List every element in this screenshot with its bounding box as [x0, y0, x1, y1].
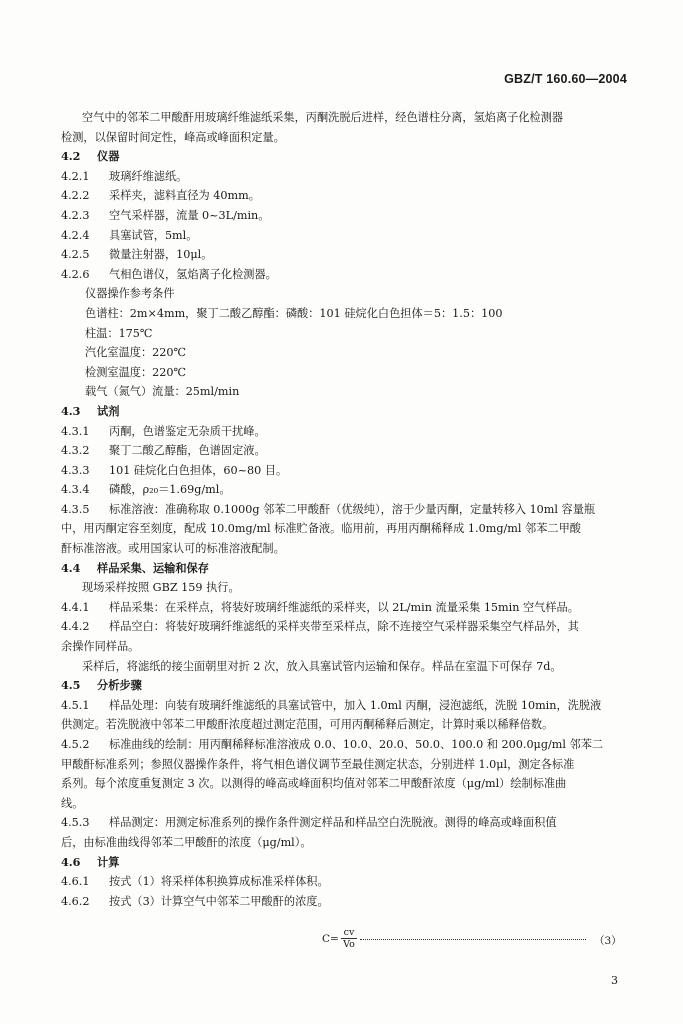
text-line [61, 598, 635, 618]
clause-number: 4.3.3 [61, 463, 90, 477]
clause-text: 色谱柱：2m×4mm，聚丁二酸乙醇酯：磷酸：101 硅烷化白色担体＝5：1.5：100 [85, 306, 503, 320]
clause-text: 中，用丙酮定容至刻度，配成 10.0mg/ml 标准贮备液。临用前，再用丙酮稀释成 1.0mg/ml 邻苯二甲酸 [61, 522, 581, 536]
text-line [61, 441, 635, 461]
clause-text: 酐标准溶液。或用国家认可的标准溶液配制。 [61, 542, 285, 556]
clause-number: 4.4 [61, 560, 81, 575]
clause-number: 4.2.6 [61, 267, 90, 281]
text-line [61, 265, 635, 285]
clause-text: 磷酸，ρ₂₀＝1.69g/ml。 [109, 483, 231, 497]
clause-number: 4.2.5 [61, 248, 90, 262]
clause-text: 101 硅烷化白色担体，60~80 目。 [109, 463, 288, 477]
clause-text: 线。 [61, 796, 84, 810]
text-line [61, 304, 635, 324]
text-line [61, 382, 635, 402]
clause-text: 样品处理：向装有玻璃纤维滤纸的具塞试管中，加入 1.0ml 丙酮，浸泡滤纸，洗脱 10min，洗脱液 [109, 698, 602, 712]
standard-header: GBZ/T 160.60—2004 [504, 72, 627, 86]
clause-text: 检测室温度：220℃ [85, 365, 186, 379]
clause-text: 采样后，将滤纸的接尘面朝里对折 2 次，放入具塞试管内运输和保存。样品在室温下可保存 7d。 [82, 659, 562, 673]
clause-text: 计算 [97, 854, 120, 869]
clause-text: 柱温：175℃ [85, 326, 153, 340]
text-line [61, 539, 635, 559]
text-line [61, 774, 635, 794]
clause-text: 分析步骤 [97, 678, 142, 693]
document-body [61, 108, 635, 911]
text-line [61, 715, 635, 735]
section-heading [61, 853, 635, 873]
clause-text: 供测定。若洗脱液中邻苯二甲酸酐浓度超过测定范围，可用丙酮稀释后测定，计算时乘以稀释倍数。 [61, 718, 554, 732]
text-line [61, 500, 635, 520]
equation-number: （3） [594, 935, 622, 947]
clause-number: 4.3 [61, 403, 81, 418]
clause-text: 甲酸酐标准系列；参照仪器操作条件，将气相色谱仪调节至最佳测定状态，分别进样 1.0μl，测定各标准 [61, 757, 575, 771]
clause-text: 采样夹，滤料直径为 40mm。 [109, 189, 260, 203]
text-line [61, 167, 635, 187]
clause-text: 仪器 [97, 149, 120, 164]
clause-number: 4.5.3 [61, 816, 90, 830]
section-heading [61, 559, 635, 579]
clause-text: 微量注射器，10μl。 [109, 248, 213, 262]
clause-text: 聚丁二酸乙醇酯，色谱固定液。 [109, 444, 266, 458]
equation-numerator: cv [343, 927, 355, 938]
equation-denominator: Vo [343, 939, 355, 950]
clause-text: 余操作同样品。 [61, 640, 140, 654]
clause-number: 4.2.3 [61, 208, 90, 222]
text-line [61, 186, 635, 206]
text-line [61, 128, 635, 148]
clause-number: 4.3.2 [61, 444, 90, 458]
clause-text: 试剂 [97, 403, 120, 418]
text-line [61, 245, 635, 265]
leader-dots [360, 939, 586, 940]
text-line [61, 226, 635, 246]
clause-text: 按式（1）将采样体积换算成标准采样体积。 [109, 875, 329, 889]
clause-text: 仪器操作参考条件 [85, 287, 175, 301]
text-line [61, 343, 635, 363]
text-line [61, 519, 635, 539]
clause-number: 4.6 [61, 854, 81, 869]
text-line [61, 422, 635, 442]
text-line [61, 813, 635, 833]
clause-text: 气相色谱仪，氢焰离子化检测器。 [109, 267, 277, 281]
text-line [61, 892, 635, 912]
section-heading [61, 402, 635, 422]
clause-text: 空气采样器，流量 0~3L/min。 [109, 208, 270, 222]
text-line [61, 833, 635, 853]
clause-number: 4.3.5 [61, 502, 90, 516]
text-line [61, 363, 635, 383]
clause-number: 4.4.1 [61, 600, 90, 614]
clause-text: 按式（3）计算空气中邻苯二甲酸酐的浓度。 [109, 894, 329, 908]
text-line [61, 872, 635, 892]
clause-text: 载气（氮气）流量：25ml/min [85, 385, 240, 399]
clause-number: 4.2 [61, 149, 81, 164]
clause-text: 空气中的邻苯二甲酸酐用玻璃纤维滤纸采集，丙酮洗脱后进样，经色谱柱分离，氢焰离子化检测器 [82, 111, 564, 124]
clause-number: 4.5.2 [61, 738, 90, 751]
clause-number: 4.6.2 [61, 894, 90, 908]
text-line [61, 617, 635, 637]
clause-text: 样品采集、运输和保存 [97, 560, 209, 575]
text-line [61, 794, 635, 814]
clause-number: 4.3.1 [61, 424, 90, 438]
page-number: 3 [611, 974, 618, 987]
clause-text: 系列。每个浓度重复测定 3 次。以测得的峰高或峰面积均值对邻苯二甲酸酐浓度（μg/ml）绘制标准曲 [61, 777, 567, 791]
equation-fraction [340, 927, 358, 950]
section-heading [61, 676, 635, 696]
clause-text: 样品空白：将装好玻璃纤维滤纸的采样夹带至采样点，除不连接空气采样器采集空气样品外，其 [109, 620, 579, 634]
clause-number: 4.6.1 [61, 875, 90, 889]
text-line [61, 461, 635, 481]
clause-text: 标准曲线的绘制：用丙酮稀释标准溶液成 0.0、10.0、20.0、50.0、100.0 和 200.0μg/ml 邻苯二 [109, 738, 604, 751]
section-heading [61, 147, 635, 167]
clause-text: 具塞试管，5ml。 [109, 228, 198, 242]
clause-text: 丙酮，色谱鉴定无杂质干扰峰。 [109, 424, 266, 438]
text-line [61, 324, 635, 344]
clause-text: 后，由标准曲线得邻苯二甲酸酐的浓度（μg/ml）。 [61, 835, 312, 849]
clause-text: 汽化室温度：220℃ [85, 346, 186, 360]
text-line [61, 206, 635, 226]
clause-number: 4.2.2 [61, 189, 90, 203]
clause-text: 玻璃纤维滤纸。 [109, 169, 188, 183]
text-line [61, 480, 635, 500]
text-line [61, 696, 635, 716]
clause-number: 4.3.4 [61, 483, 90, 497]
clause-text: 检测，以保留时间定性，峰高或峰面积定量。 [61, 130, 285, 144]
clause-number: 4.5 [61, 678, 81, 693]
clause-number: 4.2.1 [61, 169, 90, 183]
text-line [61, 637, 635, 657]
text-line [61, 735, 635, 755]
clause-text: 标准溶液：准确称取 0.1000g 邻苯二甲酸酐（优级纯），溶于少量丙酮，定量转移入 10ml 容量瓶 [109, 502, 596, 516]
clause-text: 样品测定：用测定标准系列的操作条件测定样品和样品空白洗脱液。测得的峰高或峰面积值 [109, 816, 557, 830]
clause-text: 样品采集：在采样点，将装好玻璃纤维滤纸的采样夹，以 2L/min 流量采集 15min 空气样品。 [109, 600, 579, 614]
clause-text: 现场采样按照 GBZ 159 执行。 [82, 581, 240, 595]
clause-number: 4.4.2 [61, 620, 90, 634]
text-line [61, 284, 635, 304]
equation-lhs: C= [322, 933, 339, 945]
equation-3 [322, 928, 622, 952]
text-line [61, 657, 635, 677]
text-line [61, 108, 635, 128]
clause-number: 4.2.4 [61, 228, 90, 242]
text-line [61, 578, 635, 598]
clause-number: 4.5.1 [61, 698, 90, 712]
text-line [61, 755, 635, 775]
